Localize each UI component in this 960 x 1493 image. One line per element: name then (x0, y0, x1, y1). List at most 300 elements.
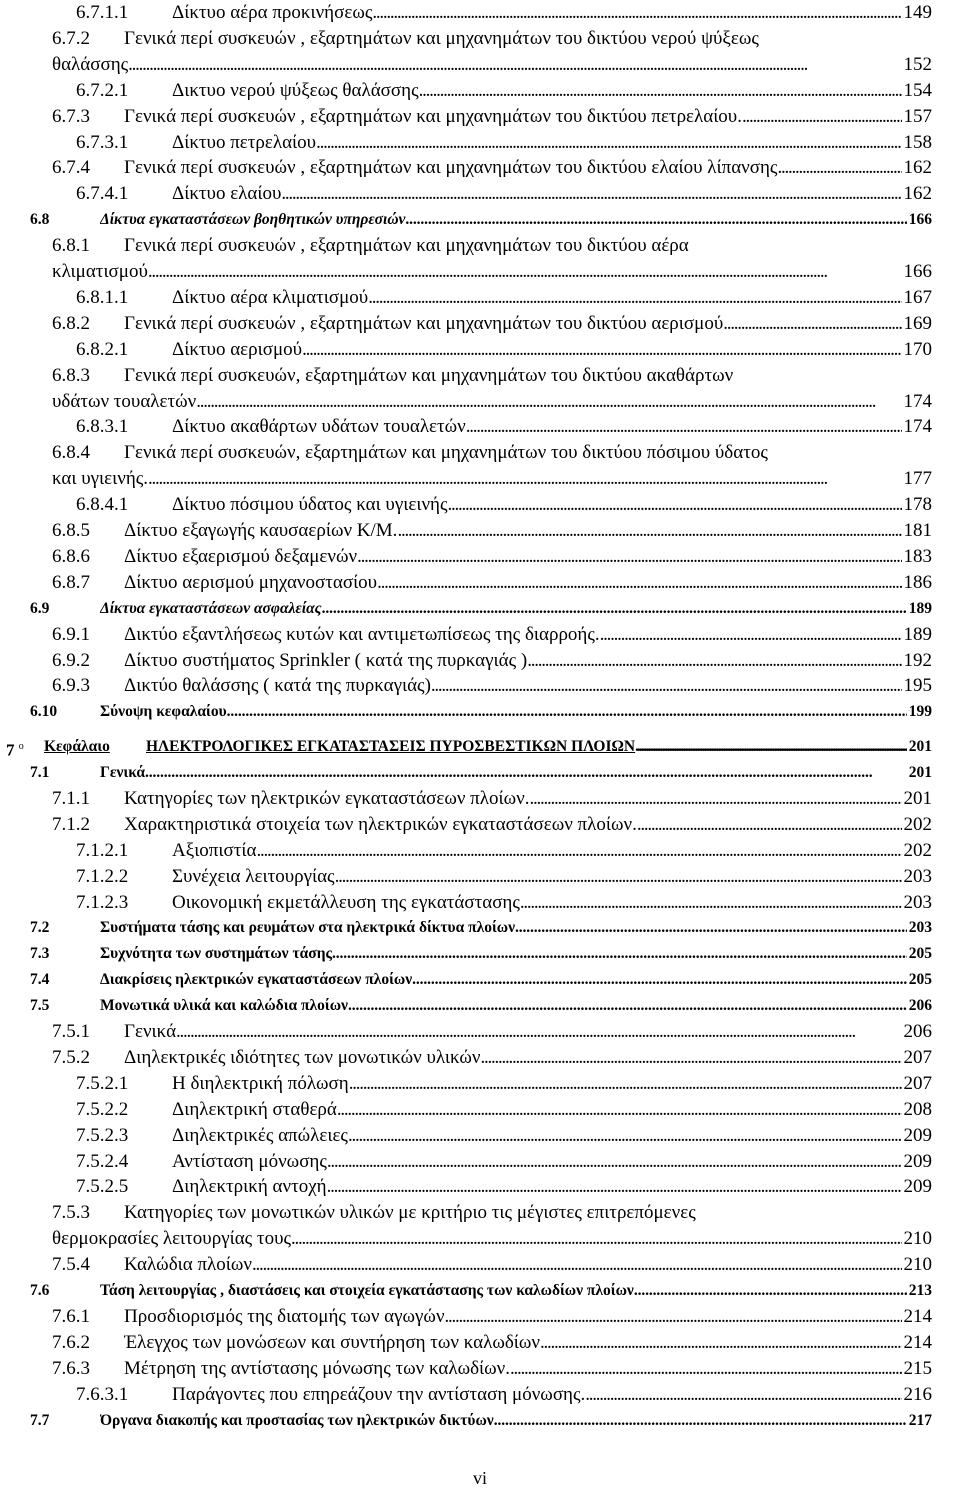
toc-entry[interactable] (0, 104, 960, 130)
toc-entry-title: Καλώδια πλοίων (124, 1254, 252, 1276)
toc-entry-title: Μονωτικά υλικά και καλώδια πλοίων (100, 997, 348, 1015)
toc-entry-page: 202 (903, 813, 932, 835)
toc-entry-title-row (172, 1382, 932, 1408)
toc-entry-number: 7.1 (30, 764, 50, 781)
toc-entry-title: Μέτρηση της αντίστασης μόνωσης των καλωδίων. (124, 1357, 510, 1379)
toc-entry-title: Κατηγορίες των ηλεκτρικών εγκαταστάσεων πλοίων. (124, 787, 530, 809)
toc-entry[interactable] (0, 915, 960, 941)
chapter-number: 7 $^o$ (6, 740, 24, 760)
toc-entry-number: 7.5.2 (52, 1046, 90, 1068)
toc-entry-number: 6.8 (30, 211, 50, 229)
toc-entry[interactable] (0, 466, 960, 492)
toc-entry-title-row (124, 311, 932, 337)
dot-leader (635, 734, 907, 760)
dot-leader (520, 890, 902, 916)
toc-entry-title-row (124, 570, 932, 596)
toc-entry-title: Σύνοψη κεφαλαίου (100, 703, 227, 721)
toc-entry[interactable] (0, 363, 960, 389)
dot-leader (585, 1382, 901, 1408)
toc-entry-number: 6.7.1.1 (76, 2, 129, 23)
toc-entry[interactable] (0, 890, 960, 916)
toc-entry-title-row (52, 389, 932, 415)
dot-leader (348, 993, 907, 1019)
toc-entry[interactable] (0, 1252, 960, 1278)
toc-entry-page: 210 (903, 1228, 932, 1250)
toc-entry[interactable] (0, 864, 960, 890)
dot-leader (176, 1019, 901, 1045)
toc-entry[interactable] (0, 1019, 960, 1045)
toc-entry-page: 216 (903, 1383, 932, 1405)
toc-entry-page: 209 (903, 1150, 932, 1172)
toc-entry-title: Παράγοντες που επηρεάζουν την αντίσταση μόνωσης. (172, 1383, 586, 1405)
toc-entry-title-row (100, 207, 932, 233)
toc-entry[interactable] (0, 786, 960, 812)
dot-leader (227, 699, 907, 725)
toc-entry-title: Δίκτυο αέρα κλιματισμού (172, 286, 369, 308)
toc-entry[interactable] (0, 1226, 960, 1252)
toc-entry-page: 207 (903, 1046, 932, 1068)
toc-entry-title-row (124, 812, 932, 838)
toc-entry-page: 167 (903, 286, 932, 308)
toc-entry-title-continued: υδάτων τουαλετών (52, 390, 197, 412)
toc-entry-title: Δικτύο εξαντλήσεως κυτών και αντιμετωπίσεως της διαρροής. (124, 623, 600, 645)
toc-entry-title-row (124, 786, 932, 812)
toc-entry-title-row (124, 1019, 932, 1045)
toc-entry-page: 181 (903, 520, 932, 541)
toc-entry-title-row (124, 544, 932, 570)
toc-entry-number: 6.8.1 (52, 235, 90, 257)
toc-entry[interactable] (0, 207, 960, 233)
dot-leader (600, 622, 902, 648)
dot-leader (327, 1149, 902, 1175)
toc-entry-title-row (52, 466, 932, 492)
chapter-title: ΗΛΕΚΤΡΟΛΟΓΙΚΕΣ ΕΓΚΑΤΑΣΤΑΣΕΙΣ ΠΥΡΟΣΒΕΣΤΙΚΩΝ ΠΛΟΙΩΝ (146, 738, 636, 755)
toc-entry-page: 170 (903, 338, 932, 360)
dot-leader (510, 1356, 902, 1382)
toc-entry-title-row (124, 1045, 932, 1071)
toc-entry-title-row (124, 104, 932, 130)
toc-entry-title: Δίκτυο αέρα προκινήσεως (172, 2, 373, 23)
dot-leader (637, 812, 902, 838)
toc-entry-page: 177 (903, 468, 932, 490)
toc-entry[interactable] (0, 414, 960, 440)
toc-entry[interactable] (0, 440, 960, 466)
dot-leader (337, 1097, 902, 1123)
toc-entry-page: 217 (908, 1411, 932, 1429)
toc-entry-number: 6.7.3 (52, 105, 90, 127)
toc-entry-number: 6.7.4 (52, 157, 90, 179)
dot-leader (723, 311, 901, 337)
chapter-page: 201 (908, 738, 932, 755)
toc-entry[interactable] (0, 389, 960, 415)
toc-entry-title: Αξιοπιστία (172, 839, 257, 861)
chapter-label: Κεφάλαιο (44, 738, 110, 755)
toc-entry[interactable] (0, 181, 960, 207)
toc-entry-number: 6.9.1 (52, 623, 90, 645)
toc-entry-title-row (172, 1071, 932, 1097)
toc-entry-title-row (52, 259, 932, 285)
toc-entry-number: 6.8.4.1 (76, 494, 129, 516)
toc-entry-title: Η διηλεκτρική πόλωση (172, 1072, 349, 1094)
toc-entry-number: 7.5.2.1 (76, 1072, 129, 1094)
toc-entry-title-row (172, 864, 932, 890)
toc-entry[interactable] (0, 78, 960, 104)
toc-entry[interactable] (0, 838, 960, 864)
toc-entry-title-continued: θαλάσσης (52, 53, 129, 75)
dot-leader (515, 915, 907, 941)
dot-leader (466, 414, 902, 440)
page-number-footer: vi (472, 1468, 487, 1488)
toc-entry-number: 7.7 (30, 1411, 50, 1429)
toc-entry-page: 214 (903, 1305, 932, 1327)
toc-entry-number: 6.9 (30, 599, 50, 617)
toc-entry[interactable] (0, 0, 960, 26)
dot-leader (281, 181, 901, 207)
toc-entry-number: 7.1.2.2 (76, 865, 129, 887)
dot-leader (322, 596, 907, 622)
toc-entry-title: Γενικά (124, 1021, 177, 1042)
toc-entry-page: 162 (903, 157, 932, 179)
toc-entry-title: Γενικά περί συσκευών , εξαρτημάτων και μηχανημάτων του δικτύου νερού ψύξεως (124, 27, 759, 49)
toc-entry[interactable] (0, 337, 960, 363)
toc-entry-title-row (100, 699, 932, 725)
toc-entry-number: 6.9.2 (52, 649, 90, 671)
toc-entry[interactable] (0, 1330, 960, 1356)
toc-entry-page: 174 (903, 390, 932, 412)
dot-leader (357, 544, 901, 570)
toc-entry-title: Συστήματα τάσης και ρευμάτων στα ηλεκτρικά δίκτυα πλοίων (100, 919, 516, 937)
toc-entry-number: 7.5.2.3 (76, 1124, 129, 1146)
toc-entry[interactable] (0, 1071, 960, 1097)
toc-entry-title-row (100, 760, 932, 786)
toc-entry-title: Διηλεκτρικές απώλειες (172, 1124, 348, 1146)
dot-leader (252, 1252, 902, 1278)
dot-leader (335, 864, 902, 890)
dot-leader (148, 259, 902, 285)
toc-entry[interactable] (0, 518, 960, 544)
toc-entry-title-row (172, 1097, 932, 1123)
toc-entry[interactable] (0, 941, 960, 967)
toc-entry-page: 189 (908, 599, 932, 617)
toc-entry-number: 6.8.7 (52, 571, 90, 593)
toc-entry-number: 6.8.3 (52, 364, 90, 386)
toc-entry-number: 6.8.4 (52, 442, 90, 464)
toc-entry-number: 6.8.2 (52, 312, 90, 334)
toc-entry-title: Δίκτυο εξαγωγής καυσαερίων Κ/Μ. (124, 520, 398, 541)
toc-entry-number: 7.6.3.1 (76, 1383, 129, 1405)
toc-entry[interactable] (0, 1382, 960, 1408)
dot-leader (405, 207, 906, 233)
toc-entry[interactable] (0, 760, 960, 786)
toc-entry[interactable] (0, 1123, 960, 1149)
toc-entry-title-continued: κλιματισμού (52, 261, 148, 282)
toc-entry-page: 208 (903, 1098, 932, 1120)
toc-entry-title: Δίκτυο εξαερισμού δεξαμενών (124, 545, 358, 567)
toc-entry-page: 209 (903, 1124, 932, 1146)
toc-entry-page: 195 (903, 675, 932, 697)
toc-entry-page: 162 (903, 183, 932, 205)
dot-leader (377, 570, 901, 596)
toc-entry[interactable] (0, 1174, 960, 1200)
toc-entry-title-row (124, 648, 932, 674)
toc-entry[interactable] (0, 492, 960, 518)
toc-entry-number: 7.5.2.4 (76, 1150, 129, 1172)
toc-entry-title-row (172, 285, 932, 311)
dot-leader (348, 1123, 902, 1149)
dot-leader (256, 838, 901, 864)
toc-entry-title-row (172, 0, 932, 26)
toc-entry[interactable] (0, 233, 960, 259)
dot-leader (372, 0, 901, 26)
toc-entry-page: 169 (903, 312, 932, 334)
dot-leader (481, 1045, 902, 1071)
toc-entry[interactable] (0, 596, 960, 622)
toc-entry-title-row (124, 1304, 932, 1330)
toc-entry-number: 6.7.4.1 (76, 183, 129, 205)
dot-leader (448, 492, 902, 518)
toc-entry[interactable] (0, 130, 960, 156)
toc-entry-page: 201 (908, 764, 932, 781)
toc-entry-title-row (172, 414, 932, 440)
toc-entry-title-row (52, 1226, 932, 1252)
toc-entry-number: 6.8.1.1 (76, 286, 129, 308)
toc-entry[interactable] (0, 285, 960, 311)
toc-entry[interactable] (0, 699, 960, 725)
toc-entry-number: 7.5.1 (52, 1021, 90, 1042)
dot-leader (431, 673, 902, 699)
toc-entry[interactable] (0, 1356, 960, 1382)
toc-entry-number: 7.2 (30, 919, 50, 937)
toc-entry-page: 201 (903, 787, 932, 809)
toc-entry-page: 207 (903, 1072, 932, 1094)
toc-entry-title-row (172, 890, 932, 916)
toc-entry-title: Διηλεκτρική σταθερά (172, 1098, 337, 1120)
toc-entry-title-row (52, 52, 932, 78)
toc-entry-title: Οικονομική εκμετάλλευση της εγκατάστασης (172, 891, 520, 913)
dot-leader (368, 285, 901, 311)
toc-entry-number: 6.10 (30, 703, 58, 721)
toc-entry-page: 174 (903, 416, 932, 438)
toc-entry-number: 6.8.6 (52, 545, 90, 567)
dot-leader (316, 130, 901, 156)
toc-entry-page: 186 (903, 571, 932, 593)
toc-entry-title-row (172, 130, 932, 156)
toc-entry-number: 6.7.3.1 (76, 131, 129, 153)
toc-entry-number: 7.1.2.1 (76, 839, 129, 861)
dot-leader (742, 104, 902, 130)
toc-entry-page: 202 (903, 839, 932, 861)
toc-entry-number: 7.6.2 (52, 1331, 90, 1353)
toc-entry-title: Όργανα διακοπής και προστασίας των ηλεκτρικών δικτύων (100, 1411, 494, 1429)
toc-entry-page: 203 (903, 891, 932, 913)
toc-entry-number: 7.5.2.2 (76, 1098, 129, 1120)
toc-entry-title: Δίκτυο ελαίου (172, 183, 282, 205)
toc-entry-page: 183 (903, 545, 932, 567)
toc-entry[interactable] (0, 622, 960, 648)
toc-entry-title-row (172, 492, 932, 518)
toc-entry-title-row (172, 337, 932, 363)
toc-entry-title: Διηλεκτρική αντοχή (172, 1176, 327, 1198)
toc-entry-title: Κατηγορίες των μονωτικών υλικών με κριτήριο τις μέγιστες επιτρεπόμενες (124, 1202, 696, 1224)
toc-entry-number: 7.6.1 (52, 1305, 90, 1327)
toc-entry-page: 209 (903, 1176, 932, 1198)
toc-entry-title-row (124, 518, 932, 544)
toc-entry-title: Έλεγχος των μονώσεων και συντήρηση των καλωδίων (124, 1331, 540, 1353)
dot-leader (148, 466, 901, 492)
toc-entry-title: Γενικά (100, 764, 146, 781)
toc-entry-title: Δίκτυα εγκαταστάσεων βοηθητικών υπηρεσιών (100, 211, 406, 229)
toc-entry-number: 7.6.3 (52, 1357, 90, 1379)
toc-entry-page: 214 (903, 1331, 932, 1353)
toc-entry-title-continued: και υγιεινής. (52, 468, 149, 490)
toc-entry-title-row (100, 1408, 932, 1434)
toc-entry-title-row (172, 1123, 932, 1149)
toc-entry[interactable] (0, 311, 960, 337)
toc-entry-number: 7.5.4 (52, 1254, 90, 1276)
toc-entry-title: Γενικά περί συσκευών, εξαρτημάτων και μηχανημάτων του δικτύου πόσιμου ύδατος (124, 442, 768, 464)
toc-entry-title: Συνέχεια λειτουργίας (172, 865, 335, 887)
chapter-title-row (146, 734, 932, 760)
dot-leader (540, 1330, 902, 1356)
toc-entry-page: 149 (903, 2, 932, 23)
dot-leader (302, 337, 901, 363)
toc-entry-title-row (100, 1278, 932, 1304)
toc-entry-title: Προσδιορισμός της διατομής των αγωγών (124, 1305, 445, 1327)
toc-entry-number: 6.8.5 (52, 520, 90, 541)
dot-leader (445, 1304, 902, 1330)
toc-entry-title: Χαρακτηριστικά στοιχεία των ηλεκτρικών εγκαταστάσεων πλοίων. (124, 813, 637, 835)
toc-entry-title: Τάση λειτουργίας , διαστάσεις και στοιχεία εγκατάστασης των καλωδίων πλοίων (100, 1282, 634, 1299)
toc-entry-title: Δίκτυο πετρελαίου (172, 131, 317, 153)
toc-entry-title: Διηλεκτρικές ιδιότητες των μονωτικών υλικών (124, 1046, 481, 1068)
toc-entry[interactable] (0, 1200, 960, 1226)
toc-entry-title-row (172, 78, 932, 104)
dot-leader (634, 1278, 907, 1304)
toc-entry[interactable] (0, 1149, 960, 1175)
toc-entry-number: 7.5 (30, 997, 50, 1015)
toc-entry-number: 6.7.2 (52, 27, 90, 49)
dot-leader (529, 786, 901, 812)
toc-entry[interactable] (0, 812, 960, 838)
dot-leader (419, 78, 902, 104)
toc-entry-title: Συχνότητα των συστημάτων τάσης (100, 945, 333, 963)
toc-entry-title-row (124, 1356, 932, 1382)
toc-entry[interactable] (0, 570, 960, 596)
toc-entry[interactable] (0, 673, 960, 699)
toc-entry-page: 205 (908, 971, 932, 989)
toc-entry-title: Δικτυο νερού ψύξεως θαλάσσης (172, 79, 419, 101)
toc-entry[interactable] (0, 1278, 960, 1304)
toc-entry-title-row (100, 993, 932, 1019)
toc-entry-title-row (172, 181, 932, 207)
toc-entry-page: 189 (903, 623, 932, 645)
toc-entry-page: 152 (903, 53, 932, 75)
toc-entry[interactable] (0, 1408, 960, 1434)
dot-leader (332, 941, 907, 967)
toc-entry-number: 6.8.3.1 (76, 416, 129, 438)
toc-entry-page: 154 (903, 79, 932, 101)
toc-entry-page: 158 (903, 131, 932, 153)
toc-entry[interactable] (0, 259, 960, 285)
toc-entry-page: 206 (908, 997, 932, 1015)
toc-entry-title-row (100, 967, 932, 993)
toc-entry[interactable] (0, 155, 960, 181)
toc-entry-page: 166 (908, 211, 932, 229)
toc-entry-number: 7.5.3 (52, 1202, 90, 1224)
toc-entry-title-row (124, 622, 932, 648)
toc-entry-title: Γενικά περί συσκευών , εξαρτημάτων και μηχανημάτων του δικτύου αερισμού (124, 312, 724, 334)
toc-entry-title: Αντίσταση μόνωσης (172, 1150, 327, 1172)
dot-leader (196, 389, 901, 415)
toc-entry-title-continued: θερμοκρασίες λειτουργίας τους (52, 1228, 291, 1250)
dot-leader (327, 1174, 902, 1200)
toc-entry-title: Δίκτυα εγκαταστάσεων ασφαλείας (100, 599, 322, 617)
toc-entry[interactable] (0, 52, 960, 78)
toc-entry-title: Γενικά περί συσκευών , εξαρτημάτων και μηχανημάτων του δικτύου πετρελαίου. (124, 105, 742, 127)
toc-entry-page: 210 (903, 1254, 932, 1276)
toc-entry[interactable] (0, 544, 960, 570)
toc-entry-title-row (124, 155, 932, 181)
toc-entry-title: Γενικά περί συσκευών, εξαρτημάτων και μηχανημάτων του δικτύου ακαθάρτων (124, 364, 734, 386)
dot-leader (145, 760, 907, 786)
chapter-heading (0, 734, 960, 760)
toc-entry-page: 206 (903, 1021, 932, 1042)
toc-entry-page: 192 (903, 649, 932, 671)
toc-entry[interactable] (0, 1045, 960, 1071)
toc-entry[interactable] (0, 1304, 960, 1330)
toc-entry[interactable] (0, 1097, 960, 1123)
toc-entry-title-row (124, 1330, 932, 1356)
toc-entry[interactable] (0, 26, 960, 52)
toc-entry-page: 203 (908, 919, 932, 937)
toc-entry-title: Δικτύο θαλάσσης ( κατά της πυρκαγιάς) (124, 675, 431, 697)
toc-entry-number: 7.3 (30, 945, 50, 963)
dot-leader (349, 1071, 902, 1097)
toc-entry-number: 6.9.3 (52, 675, 90, 697)
toc-entry-number: 7.5.2.5 (76, 1176, 129, 1198)
toc-entry-title: Γενικά περί συσκευών , εξαρτημάτων και μηχανημάτων του δικτύου ελαίου λίπανσης (124, 157, 778, 179)
toc-entry-page: 166 (903, 261, 932, 282)
toc-entry-number: 7.4 (30, 971, 50, 989)
toc-entry-page: 215 (903, 1357, 932, 1379)
toc-entry-title-row (172, 1174, 932, 1200)
dot-leader (397, 518, 901, 544)
toc-entry-number: 7.6 (30, 1282, 50, 1299)
dot-leader (128, 52, 901, 78)
dot-leader (494, 1408, 907, 1434)
toc-entry-title: Δίκτυο αερισμού μηχανοστασίου (124, 571, 378, 593)
toc-entry-page: 178 (903, 494, 932, 516)
toc-entry[interactable] (0, 993, 960, 1019)
toc-entry-title-row (100, 915, 932, 941)
toc-entry-title: Δίκτυο πόσιμου ύδατος και υγιεινής (172, 494, 448, 516)
toc-entry-title-row (100, 596, 932, 622)
toc-entry-title-row (172, 1149, 932, 1175)
toc-entry-page: 213 (908, 1282, 932, 1299)
toc-entry-number: 7.1.2 (52, 813, 90, 835)
toc-entry[interactable] (0, 967, 960, 993)
toc-entry-title-row (124, 1252, 932, 1278)
toc-entry-title-row (100, 941, 932, 967)
toc-entry-title: Διακρίσεις ηλεκτρικών εγκαταστάσεων πλοίων (100, 971, 413, 989)
toc-entry-title: Δίκτυο ακαθάρτων υδάτων τουαλετών (172, 416, 466, 438)
dot-leader (412, 967, 907, 993)
dot-leader (291, 1226, 902, 1252)
toc-entry[interactable] (0, 648, 960, 674)
dot-leader (777, 155, 901, 181)
toc-entry-title: Γενικά περί συσκευών , εξαρτημάτων και μηχανημάτων του δικτύου αέρα (124, 235, 689, 257)
toc-entry-number: 7.1.1 (52, 787, 90, 809)
